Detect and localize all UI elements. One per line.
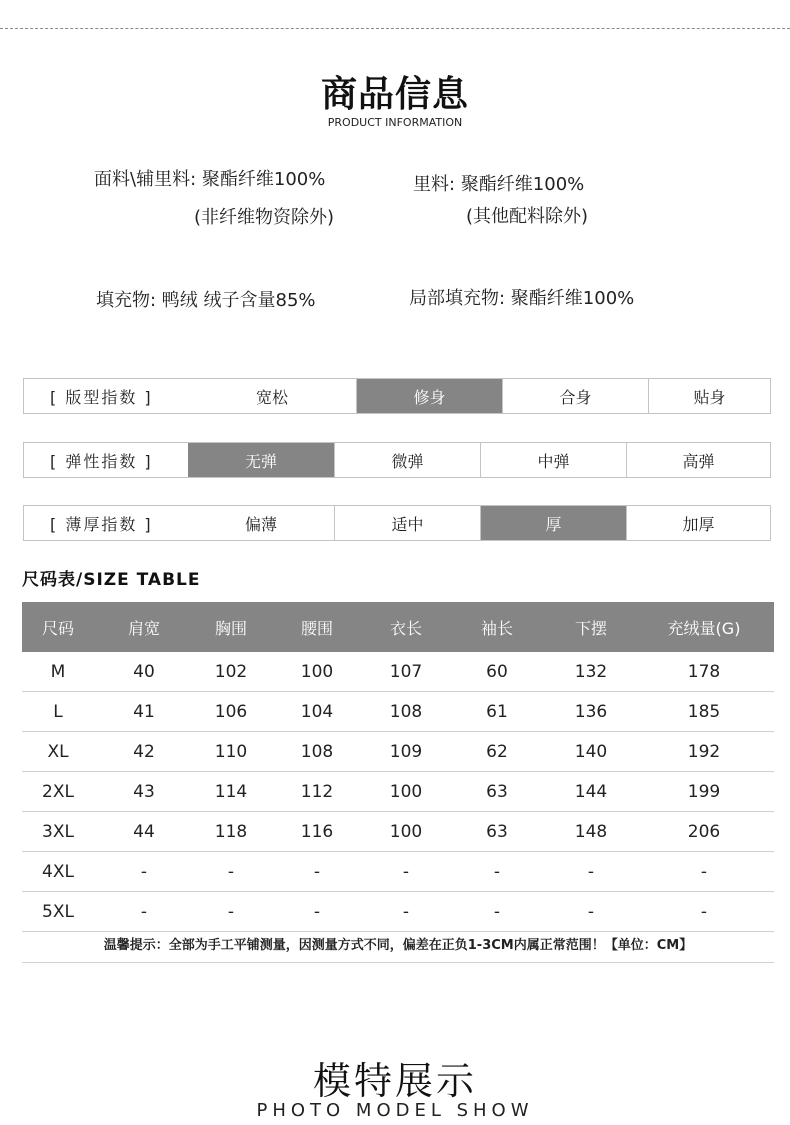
cell-chest: 110 [194,732,268,772]
fit-index-label: [ 版型指数 ] [50,387,153,407]
cell-chest: 106 [194,692,268,732]
cell-down-fill: 192 [634,732,774,772]
cell-chest: 102 [194,652,268,692]
section-title-product-info: 商品信息 [320,74,469,115]
table-row [22,652,774,692]
header-sleeve: 袖长 [446,602,548,652]
cell-shoulder: 44 [94,812,194,852]
cell-sleeve: 63 [446,772,548,812]
cell-length: - [366,892,446,932]
cell-down-fill: 199 [634,772,774,812]
header-shoulder: 肩宽 [94,602,194,652]
filling-info: 填充物: 鸭绒 绒子含量85% [96,290,316,311]
section-title-model-show: 模特展示 [312,1059,477,1103]
cell-hem: 144 [548,772,634,812]
cell-down-fill: 185 [634,692,774,732]
cell-sleeve: 61 [446,692,548,732]
cell-down-fill: - [634,852,774,892]
cell-length: 109 [366,732,446,772]
header-size: 尺码 [22,602,94,652]
cell-size: M [22,652,94,692]
thickness-option-thick: 厚 [480,506,626,540]
table-row [22,692,774,732]
cell-size: 5XL [22,892,94,932]
thickness-index-row [23,505,771,541]
cell-shoulder: - [94,852,194,892]
cell-chest: 118 [194,812,268,852]
cell-hem: 140 [548,732,634,772]
header-chest: 胸围 [194,602,268,652]
cell-chest: 114 [194,772,268,812]
lining-value: 聚酯纤维100% [460,174,585,195]
elasticity-option-none: 无弹 [188,443,334,477]
cell-shoulder: 42 [94,732,194,772]
cell-hem: - [548,892,634,932]
fabric-value: 聚酯纤维100% [201,169,326,190]
cell-down-fill: 178 [634,652,774,692]
cell-sleeve: - [446,852,548,892]
header-length: 衣长 [366,602,446,652]
table-row [22,812,774,852]
header-hem: 下摆 [548,602,634,652]
cell-sleeve: 63 [446,812,548,852]
lining-info [413,170,584,196]
cell-hem: 132 [548,652,634,692]
top-dashed-divider [0,28,790,29]
cell-sleeve: 62 [446,732,548,772]
size-table-header-row [22,602,774,652]
section-subtitle-model-show: PHOTO MODEL SHOW [256,1100,534,1121]
partial-filling-info: 局部填充物: 聚酯纤维100% [409,288,635,309]
cell-waist: 108 [268,732,366,772]
cell-down-fill: - [634,892,774,932]
cell-length: - [366,852,446,892]
fabric-note: (非纤维物资除外) [194,207,335,228]
cell-waist: - [268,892,366,932]
elasticity-option-high: 高弹 [626,443,770,477]
table-row [22,772,774,812]
cell-sleeve: 60 [446,652,548,692]
header-down-fill: 充绒量(G) [634,602,774,652]
cell-size: 2XL [22,772,94,812]
elasticity-index-row [23,442,771,478]
fit-index-row [23,378,771,414]
cell-hem: 136 [548,692,634,732]
cell-waist: 104 [268,692,366,732]
cell-length: 100 [366,812,446,852]
section-subtitle-product-info: PRODUCT INFORMATION [327,116,463,129]
measurement-tip: 温馨提示：全部为手工平铺测量，因测量方式不同，偏差在正负1-3CM内属正常范围！【单位：CM】 [22,924,774,963]
cell-length: 107 [366,652,446,692]
table-row [22,732,774,772]
elasticity-option-slight: 微弹 [334,443,480,477]
cell-size: L [22,692,94,732]
lining-label: 里料: [413,174,456,195]
fabric-label: 面料\辅里料: [94,169,197,190]
elasticity-option-medium: 中弹 [480,443,626,477]
cell-chest: - [194,892,268,932]
size-table [22,602,774,932]
fit-option-tight: 贴身 [648,379,770,413]
cell-down-fill: 206 [634,812,774,852]
cell-hem: - [548,852,634,892]
cell-waist: 112 [268,772,366,812]
cell-hem: 148 [548,812,634,852]
thickness-option-thin: 偏薄 [244,514,277,534]
cell-waist: 100 [268,652,366,692]
cell-chest: - [194,852,268,892]
cell-shoulder: 41 [94,692,194,732]
cell-shoulder: - [94,892,194,932]
fabric-info [94,165,325,191]
thickness-index-label: [ 薄厚指数 ] [50,514,153,534]
size-table-title: 尺码表/SIZE TABLE [22,570,201,590]
cell-sleeve: - [446,892,548,932]
cell-shoulder: 40 [94,652,194,692]
header-waist: 腰围 [268,602,366,652]
lining-note: (其他配料除外) [466,206,589,227]
cell-waist: - [268,852,366,892]
elasticity-index-label: [ 弹性指数 ] [50,451,153,471]
fit-option-regular: 合身 [502,379,648,413]
cell-size: 3XL [22,812,94,852]
cell-length: 100 [366,772,446,812]
thickness-option-extra-thick: 加厚 [626,506,770,540]
fit-option-slim: 修身 [356,379,502,413]
cell-length: 108 [366,692,446,732]
table-row [22,852,774,892]
cell-waist: 116 [268,812,366,852]
fit-option-loose: 宽松 [255,387,288,407]
thickness-option-moderate: 适中 [334,506,480,540]
cell-size: XL [22,732,94,772]
cell-size: 4XL [22,852,94,892]
cell-shoulder: 43 [94,772,194,812]
